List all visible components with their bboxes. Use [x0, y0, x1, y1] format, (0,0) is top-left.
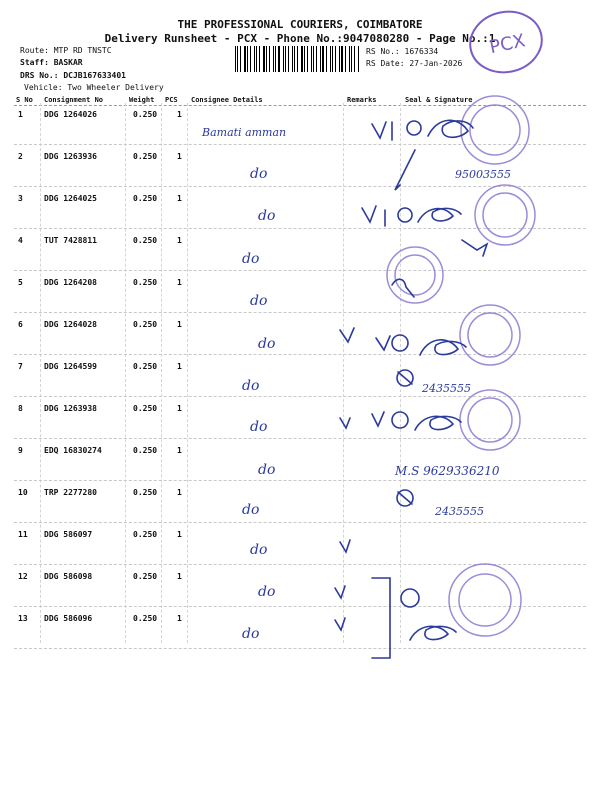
cell-pcs: 1 — [177, 488, 182, 497]
cell-pcs: 1 — [177, 236, 182, 245]
cell-pcs: 1 — [177, 446, 182, 455]
cell-weight: 0.250 — [133, 194, 158, 203]
cell-consignment-no: DDG 586097 — [44, 530, 93, 539]
cell-weight: 0.250 — [133, 404, 158, 413]
cell-pcs: 1 — [177, 320, 182, 329]
handwritten-phone-10: 2435555 — [435, 505, 484, 518]
cell-pcs: 1 — [177, 194, 182, 203]
cell-consignment-no: TRP 2277280 — [44, 488, 97, 497]
cell-consignment-no: DDG 586096 — [44, 614, 93, 623]
staff-text: Staff: BASKAR — [20, 58, 83, 67]
cell-consignment-no: DDG 1264026 — [44, 110, 97, 119]
col-remarks: Remarks — [347, 96, 377, 104]
cell-sno: 7 — [18, 362, 23, 371]
cell-consignee-handwritten: do — [242, 502, 260, 518]
cell-weight: 0.250 — [133, 278, 158, 287]
cell-sno: 3 — [18, 194, 23, 203]
cell-consignment-no: EDQ 16830274 — [44, 446, 102, 455]
cell-pcs: 1 — [177, 404, 182, 413]
cell-sno: 5 — [18, 278, 23, 287]
cell-consignment-no: DDG 1264599 — [44, 362, 97, 371]
cell-sno: 10 — [18, 488, 28, 497]
cell-sno: 1 — [18, 110, 23, 119]
company-title: THE PROFESSIONAL COURIERS, COIMBATORE — [177, 18, 423, 31]
col-weight: Weight — [129, 96, 155, 104]
cell-weight: 0.250 — [133, 362, 158, 371]
cell-sno: 8 — [18, 404, 23, 413]
col-seal: Seal & Signature — [405, 96, 473, 104]
cell-sno: 13 — [18, 614, 28, 623]
rs-date: RS Date: 27-Jan-2026 — [366, 59, 463, 68]
cell-consignment-no: DDG 1263936 — [44, 152, 97, 161]
cell-sno: 11 — [18, 530, 28, 539]
handwritten-phone-2: 95003555 — [455, 168, 511, 181]
cell-consignee-handwritten: do — [258, 336, 276, 352]
cell-pcs: 1 — [177, 572, 182, 581]
vehicle-text: Vehicle: Two Wheeler Delivery — [24, 83, 164, 92]
col-consignment: Consignment No — [44, 96, 104, 104]
cell-consignment-no: DDG 1264028 — [44, 320, 97, 329]
cell-sno: 12 — [18, 572, 28, 581]
cell-pcs: 1 — [177, 614, 182, 623]
col-consignee: Consignee Details — [191, 96, 263, 104]
cell-sno: 2 — [18, 152, 23, 161]
cell-consignment-no: DDG 1263938 — [44, 404, 97, 413]
cell-sno: 6 — [18, 320, 23, 329]
cell-pcs: 1 — [177, 278, 182, 287]
cell-consignment-no: DDG 1264208 — [44, 278, 97, 287]
svg-text:PCX: PCX — [487, 30, 528, 59]
cell-consignee-handwritten: do — [258, 462, 276, 478]
pcx-stamp-icon — [465, 5, 548, 79]
cell-weight: 0.250 — [133, 236, 158, 245]
cell-pcs: 1 — [177, 152, 182, 161]
cell-consignee-handwritten: do — [250, 293, 268, 309]
cell-pcs: 1 — [177, 362, 182, 371]
cell-weight: 0.250 — [133, 110, 158, 119]
handwritten-phone-7: 2435555 — [422, 382, 471, 395]
cell-consignee-handwritten: do — [242, 378, 260, 394]
cell-consignee-handwritten: do — [242, 626, 260, 642]
rs-no: RS No.: 1676334 — [366, 47, 439, 56]
cell-weight: 0.250 — [133, 572, 158, 581]
handwritten-phone-9: M.S 9629336210 — [395, 464, 500, 478]
col-sno: S No — [16, 96, 33, 104]
drs-text: DRS No.: DCJB167633401 — [20, 71, 126, 80]
cell-weight: 0.250 — [133, 530, 158, 539]
cell-consignee-handwritten: do — [242, 251, 260, 267]
cell-weight: 0.250 — [133, 152, 158, 161]
cell-sno: 4 — [18, 236, 23, 245]
cell-weight: 0.250 — [133, 446, 158, 455]
cell-sno: 9 — [18, 446, 23, 455]
cell-pcs: 1 — [177, 530, 182, 539]
cell-consignee-handwritten: do — [258, 208, 276, 224]
cell-consignee-handwritten: do — [258, 584, 276, 600]
cell-consignment-no: DDG 1264025 — [44, 194, 97, 203]
col-pcs: PCS — [165, 96, 178, 104]
cell-weight: 0.250 — [133, 320, 158, 329]
cell-consignee-handwritten: do — [250, 166, 268, 182]
cell-consignee-handwritten: Bamati amman — [202, 126, 287, 139]
cell-consignment-no: TUT 7428811 — [44, 236, 97, 245]
cell-weight: 0.250 — [133, 614, 158, 623]
cell-pcs: 1 — [177, 110, 182, 119]
cell-consignment-no: DDG 586098 — [44, 572, 93, 581]
runsheet-subtitle: Delivery Runsheet - PCX - Phone No.:9047080280 - Page No.:1 — [104, 32, 496, 45]
cell-consignee-handwritten: do — [250, 542, 268, 558]
cell-consignee-handwritten: do — [250, 419, 268, 435]
route-text: Route: MTP RD TNSTC — [20, 46, 112, 55]
cell-weight: 0.250 — [133, 488, 158, 497]
